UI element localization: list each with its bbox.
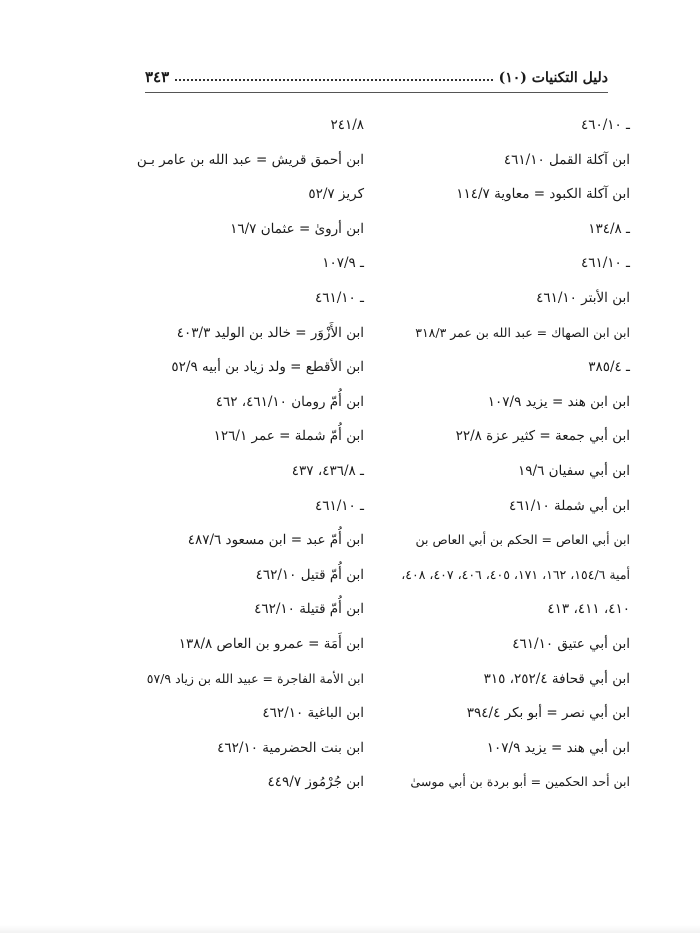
index-entry: ابن أبي جمعة = كثير عزة ٢٢/٨ — [455, 428, 630, 445]
running-title: دليل التكنيات (١٠) — [498, 70, 608, 86]
index-entry: ابن الأقطع = ولد زياد بن أبيه ٥٢/٩ — [171, 359, 364, 376]
index-entry: ابن آكلة الكبود = معاوية ١١٤/٧ — [456, 186, 630, 203]
page-number: ٣٤٣ — [145, 68, 170, 86]
index-entry: ابن ابن هند = يزيد ١٠٧/٩ — [487, 393, 630, 410]
index-columns — [136, 108, 630, 800]
index-entry: ابن جُرْمُوز ٤٤٩/٧ — [267, 774, 364, 791]
index-entry: كريز ٥٢/٧ — [308, 186, 364, 203]
index-entry: ـ ٤٦١/١٠ — [314, 497, 364, 514]
index-entry: ـ ٤٦١/١٠ — [314, 289, 364, 306]
right-column — [388, 108, 630, 800]
index-entry: ابن الأبتر ٤٦١/١٠ — [536, 289, 630, 306]
index-entry: ابن أحد الحكمين = أبو بردة بن أبي موسىٰ — [410, 774, 630, 790]
index-entry: ٤١٠، ٤١١، ٤١٣ — [547, 601, 630, 618]
index-entry: ـ ٣٨٥/٤ — [588, 359, 630, 376]
index-entry: ابن أَمَة = عمرو بن العاص ١٣٨/٨ — [178, 635, 364, 652]
index-entry: ابن أبي سفيان ١٩/٦ — [518, 462, 630, 479]
index-entry: ابن أُمّ شملة = عمر ١٢٦/١ — [213, 428, 364, 445]
index-entry: ابن أُمّ عبد = ابن مسعود ٤٨٧/٦ — [187, 532, 364, 549]
header-rule — [145, 92, 608, 93]
index-entry: ـ ٤٦٠/١٠ — [580, 117, 630, 133]
index-entry: ابن أبي نصر = أبو بكر ٣٩٤/٤ — [466, 705, 630, 722]
index-entry: ابن الأمة الفاجرة = عبيد الله بن زياد ٥٧/٩ — [146, 670, 364, 686]
page-header — [145, 62, 608, 86]
page-bottom-edge — [0, 925, 700, 933]
index-entry: ابن الأَزْوَر = خالد بن الوليد ٤٠٣/٣ — [176, 324, 364, 341]
index-entry: ابن أبي شملة ٤٦١/١٠ — [508, 497, 630, 514]
index-entry: ابن أروىٰ = عثمان ١٦/٧ — [230, 220, 364, 237]
index-entry: ابن أبي عتيق ٤٦١/١٠ — [512, 635, 630, 652]
index-entry: ابن أبي قحافة ٢٥٢/٤، ٣١٥ — [483, 670, 630, 687]
index-entry: ابن أبي هند = يزيد ١٠٧/٩ — [486, 739, 630, 756]
index-entry: ـ ٤٣٦/٨، ٤٣٧ — [291, 462, 364, 479]
index-entry: ابن الباغية ٤٦٢/١٠ — [262, 705, 364, 722]
index-entry: ابن أُمّ رومان ٤٦١/١٠، ٤٦٢ — [215, 393, 364, 410]
index-entry: ابن آكلة القمل ٤٦١/١٠ — [503, 151, 630, 168]
index-entry: ـ ١٠٧/٩ — [322, 255, 364, 272]
leader-dots — [175, 78, 492, 81]
index-entry: ابن أُمّ قتيل ٤٦٢/١٠ — [255, 566, 364, 583]
index-entry: ابن أبي العاص = الحكم بن أبي العاص بن — [415, 532, 630, 548]
index-entry: ابن أُمّ قتيلة ٤٦٢/١٠ — [254, 601, 364, 618]
index-entry: ـ ١٣٤/٨ — [588, 220, 630, 237]
left-column — [137, 108, 364, 800]
index-entry: ـ ٤٦١/١٠ — [580, 255, 630, 272]
index-entry: ٢٤١/٨ — [330, 117, 364, 133]
index-entry: أمية ١٥٤/٦، ١٦٢، ١٧١، ٤٠٥، ٤٠٦، ٤٠٧، ٤٠٨، — [401, 566, 630, 582]
index-entry: ابن أحمق قريش = عبد الله بن عامر بـن — [136, 151, 364, 168]
index-entry: ابن ابن الصهاك = عبد الله بن عمر ٣١٨/٣ — [415, 324, 630, 340]
index-entry: ابن بنت الحضرمية ٤٦٢/١٠ — [217, 739, 364, 756]
